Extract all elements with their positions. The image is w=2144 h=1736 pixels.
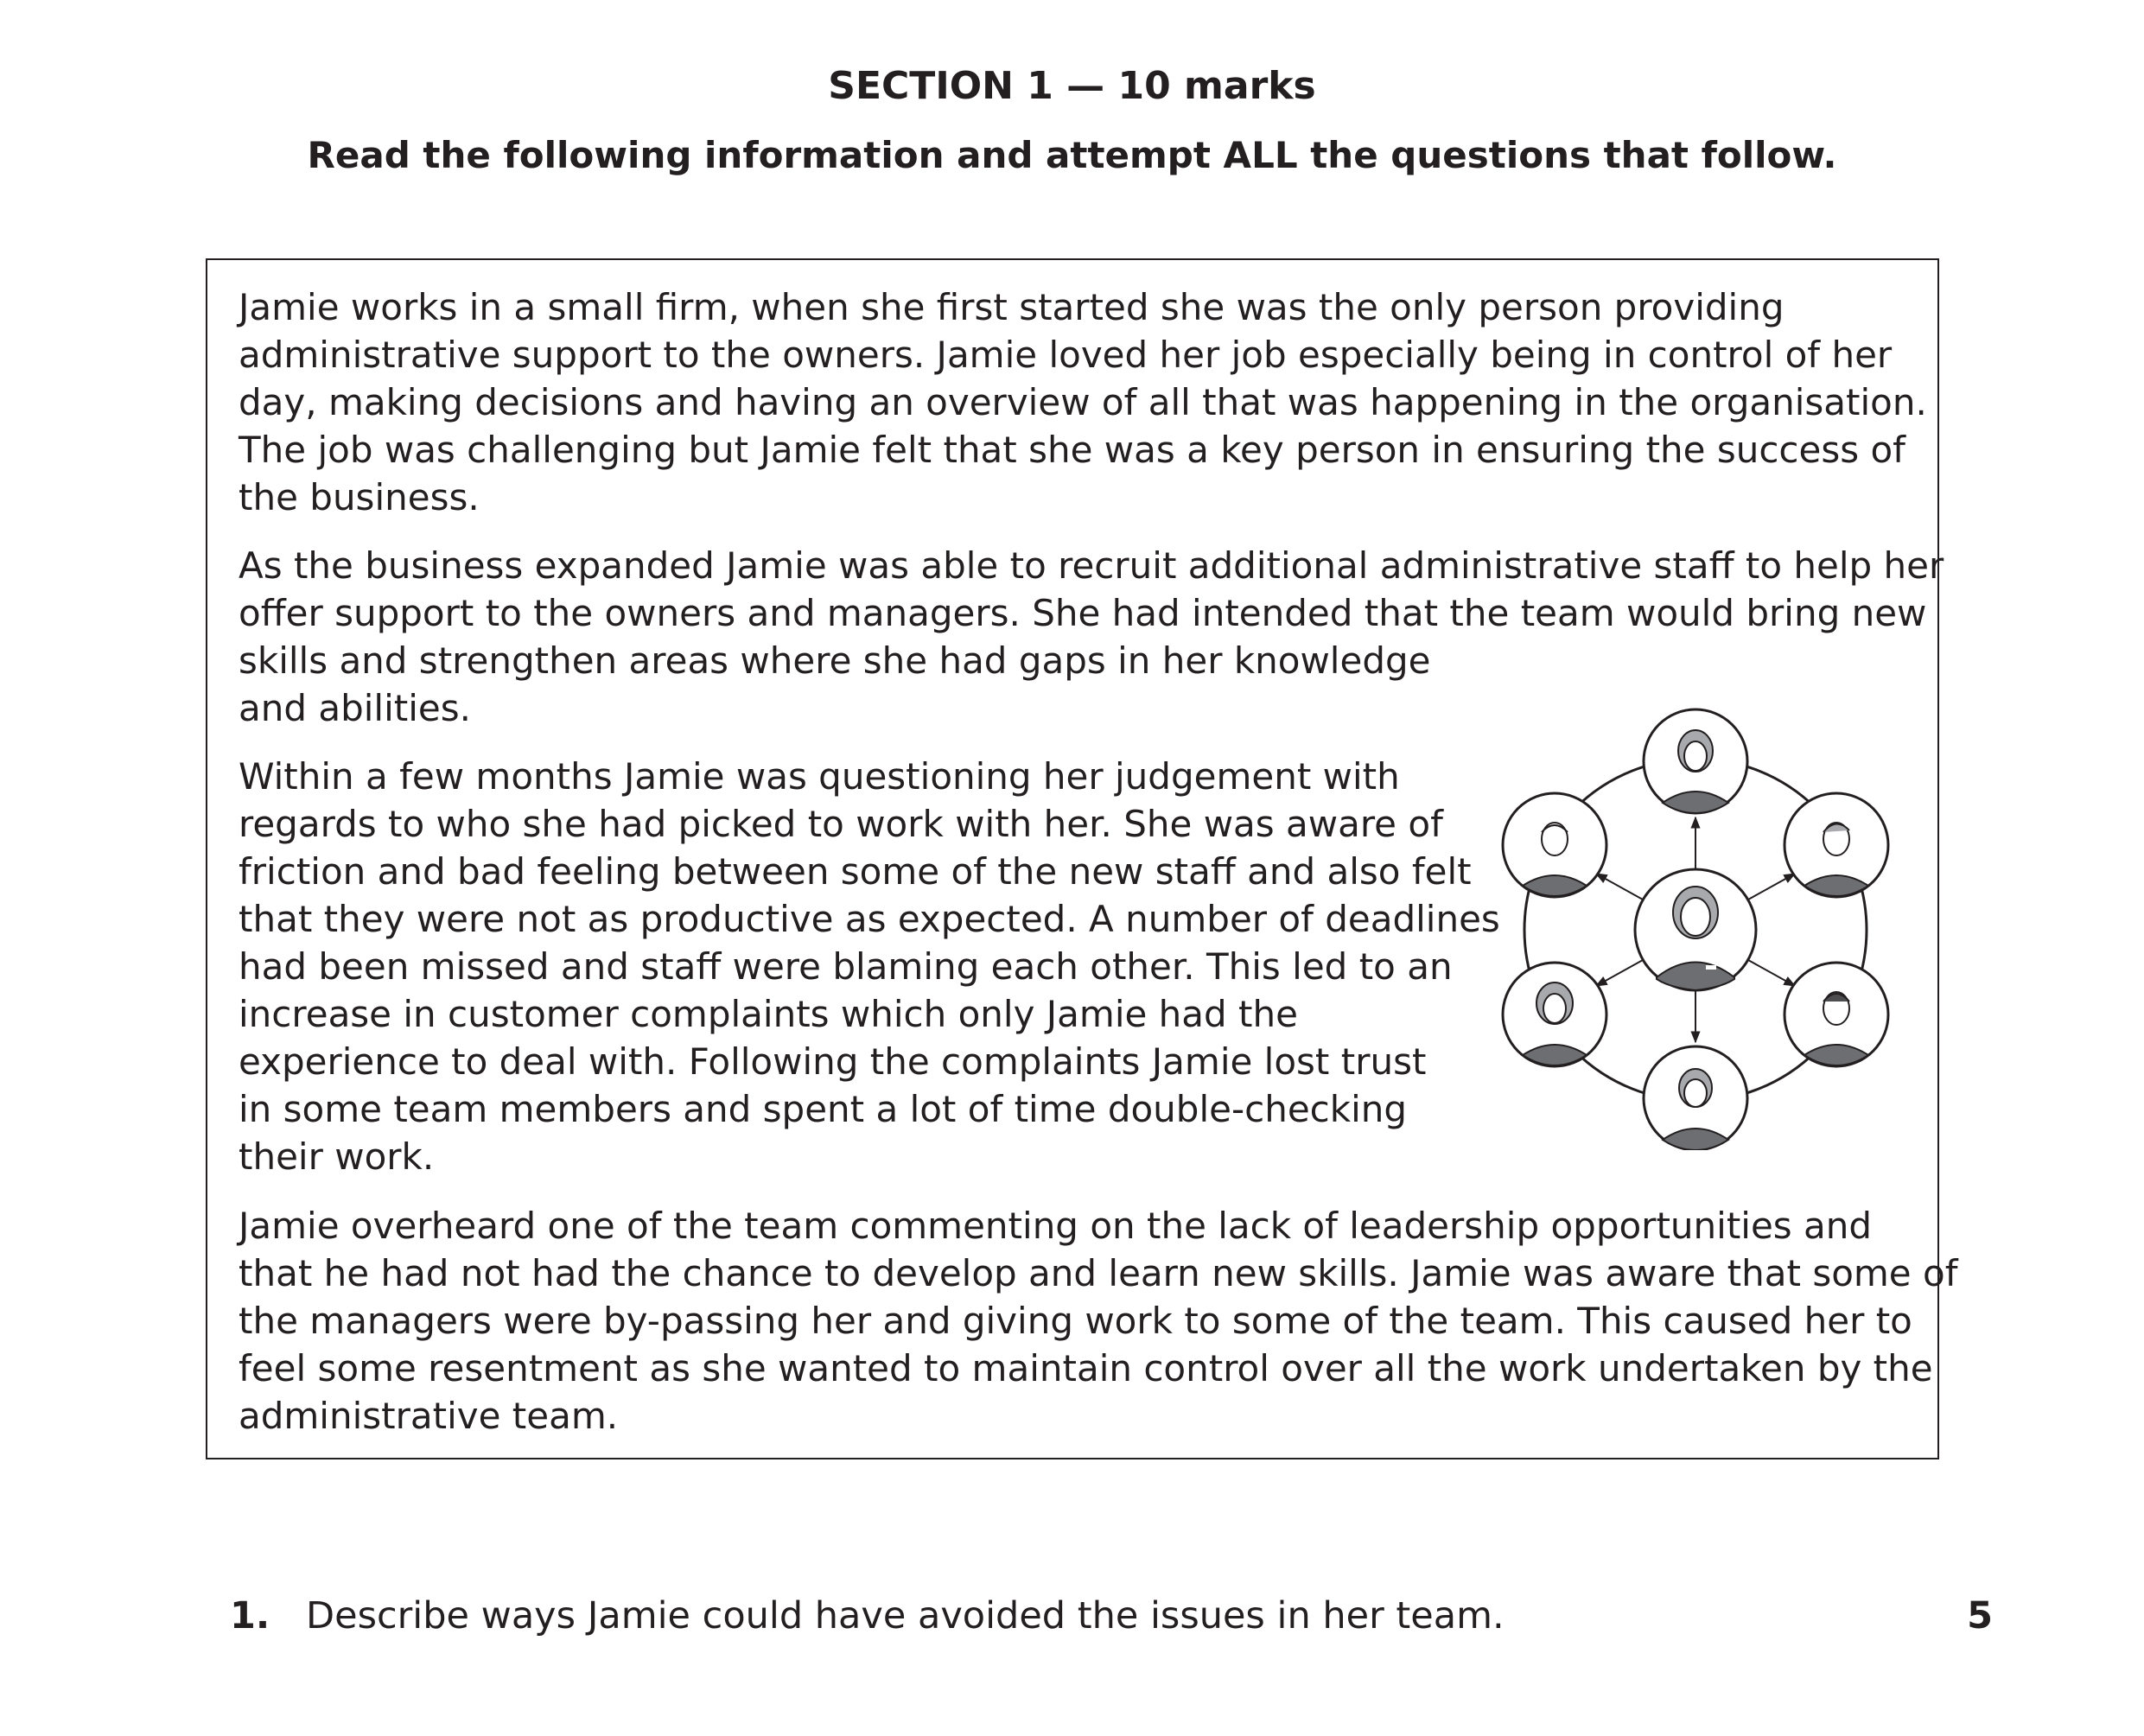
case-paragraph-4 <box>239 1202 1957 1440</box>
text-line: administrative support to the owners. Jamie loved her job especially being in control of her <box>239 334 1893 376</box>
text-line: increase in customer complaints which only Jamie had the <box>239 993 1298 1035</box>
text-line: administrative team. <box>239 1395 619 1437</box>
question-text: Describe ways Jamie could have avoided the issues in her team. <box>306 1594 1505 1637</box>
team-member-avatar-icon <box>1503 793 1606 897</box>
text-line: had been missed and staff were blaming each other. This led to an <box>239 945 1453 988</box>
text-line: that he had not had the chance to develop and learn new skills. Jamie was aware that some of <box>239 1252 1958 1294</box>
text-line: Jamie works in a small firm, when she first started she was the only person providing <box>239 286 1785 328</box>
text-line: feel some resentment as she wanted to maintain control over all the work undertaken by the <box>239 1347 1933 1389</box>
question-number: 1. <box>230 1594 270 1637</box>
case-paragraph-3 <box>239 753 1500 1180</box>
team-member-avatar-icon <box>1785 793 1888 897</box>
team-member-avatar-icon <box>1644 1046 1747 1150</box>
instruction: Read the following information and attempt ALL the questions that follow. <box>307 134 1837 176</box>
text-line: Within a few months Jamie was questioning her judgement with <box>239 755 1400 798</box>
case-paragraph-1 <box>239 283 1927 521</box>
text-line: that they were not as productive as expected. A number of deadlines <box>239 898 1500 940</box>
text-line: and abilities. <box>239 687 471 729</box>
leader-avatar-icon <box>1635 869 1756 990</box>
team-member-avatar-icon <box>1785 963 1888 1066</box>
team-diagram <box>1479 701 1912 1150</box>
text-line: As the business expanded Jamie was able to recruit additional administrative staff to help her <box>239 544 1944 587</box>
text-line: skills and strengthen areas where she had gaps in her knowledge <box>239 639 1431 682</box>
text-line: Jamie overheard one of the team commenting on the lack of leadership opportunities and <box>239 1205 1873 1247</box>
text-line: the business. <box>239 476 480 518</box>
text-line: experience to deal with. Following the complaints Jamie lost trust <box>239 1040 1427 1083</box>
text-line: friction and bad feeling between some of the new staff and also felt <box>239 850 1472 893</box>
text-line: their work. <box>239 1135 435 1178</box>
text-line: day, making decisions and having an overview of all that was happening in the organisation. <box>239 381 1927 423</box>
text-line: regards to who she had picked to work with her. She was aware of <box>239 803 1443 845</box>
text-line: offer support to the owners and managers. She had intended that the team would bring new <box>239 592 1927 634</box>
team-member-avatar-icon <box>1644 709 1747 813</box>
team-member-avatar-icon <box>1503 963 1606 1066</box>
section-title: SECTION 1 — 10 marks <box>828 64 1316 108</box>
question-marks: 5 <box>1967 1594 1993 1637</box>
case-study-box <box>206 258 1958 1459</box>
text-line: in some team members and spent a lot of time double-checking <box>239 1088 1408 1130</box>
text-line: The job was challenging but Jamie felt that she was a key person in ensuring the success of <box>239 429 1905 471</box>
text-line: the managers were by-passing her and giving work to some of the team. This caused her to <box>239 1300 1912 1342</box>
